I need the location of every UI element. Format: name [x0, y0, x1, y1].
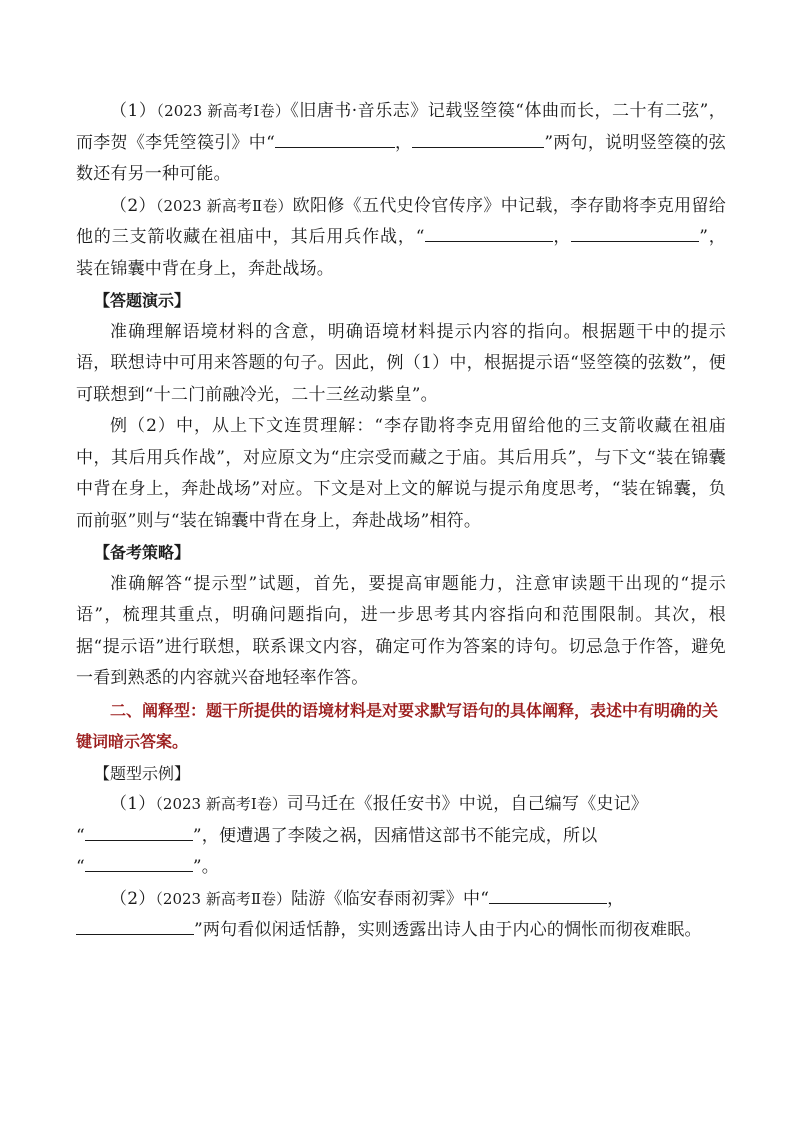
item-text-a: 陆游《临安春雨初霁》中“ — [291, 888, 490, 909]
item-number: （2） — [110, 888, 156, 909]
strategy-heading: 【备考策略】 — [94, 543, 191, 562]
item-text-a: 欧阳修《五代史伶官传序》中记载，李存勖将李克用留给他的三支箭收藏在祖庙中，其后用兵作战，“ — [76, 195, 727, 247]
item-text-b: ”两句，说明竖箜篌的弦数还有另一种可能。 — [76, 132, 727, 184]
item-text-c: ”。 — [192, 857, 219, 877]
answer-blank[interactable] — [85, 823, 193, 841]
example-2-item-2 — [76, 884, 726, 947]
demo-paragraph-1: 准确理解语境材料的含意，明确语境材料提示内容的指向。根据题干中的提示语，联想诗中可用来答题的句子。因此，例（1）中，根据提示语“竖箜篌的弦数”，便可联想到“十二门前融冷光，二十三丝动紫皇”。 — [76, 321, 726, 405]
document-page — [76, 96, 726, 947]
quote-open: “ — [76, 857, 85, 877]
example-2-heading: 【题型示例】 — [94, 763, 191, 783]
item-text-a: 司马迁在《报任安书》中说，自己编写《史记》 — [286, 794, 648, 814]
answer-blank[interactable] — [489, 886, 607, 904]
answer-blank[interactable] — [76, 917, 194, 935]
demo-paragraph-2: 例（2）中，从上下文连贯理解：“李存勖将李克用留给他的三支箭收藏在祖庙中，其后用兵作战”，对应原文为“庄宗受而藏之于庙。其后用兵”，与下文“装在锦囊中背在身上，奔赴战场”对应。下文是对上文的解说与提示角度思考，“装在锦囊，负而前驱”则与“装在锦囊中背在身上，奔赴战场”相符。 — [76, 416, 726, 531]
example-1-item-2 — [76, 191, 726, 286]
separator: ， — [552, 227, 572, 247]
answer-blank[interactable] — [425, 224, 553, 242]
quote-open: “ — [76, 825, 85, 846]
example-1-item-1 — [76, 96, 726, 191]
item-text-b: ”两句看似闲适恬静，实则透露出诗人由于内心的惆怅而彻夜难眠。 — [194, 920, 702, 940]
item-number: （2） — [110, 195, 156, 216]
answer-blank[interactable] — [571, 224, 699, 242]
item-number: （1） — [110, 101, 157, 121]
source-label: （2023 新高考Ⅱ卷） — [155, 196, 293, 215]
answer-blank[interactable] — [85, 854, 193, 872]
separator: ， — [394, 132, 413, 153]
source-label: （2023 新高考Ⅰ卷） — [155, 795, 287, 813]
example-2-item-1 — [76, 789, 726, 884]
answer-blank[interactable] — [412, 130, 544, 148]
source-label: （2023 新高考Ⅱ卷） — [155, 889, 292, 908]
item-text-b: ”，便遭遇了李陵之祸，因痛惜这部书不能完成，所以 — [192, 825, 598, 846]
strategy-paragraph: 准确解答“提示型”试题，首先，要提高审题能力，注意审读题干出现的“提示语”，梳理其重点，明确问题指向，进一步思考其内容指向和范围限制。其次，根据“提示语”进行联想，联系课文内容，确定可作为答案的诗句。切忌急于作答，避免一看到熟悉的内容就兴奋地轻率作答。 — [76, 573, 726, 688]
item-text-a: 《旧唐书·音乐志》记载竖箜篌“体曲而长，二十有二弦”，而李贺《李凭箜篌引》中“ — [76, 101, 726, 153]
separator: ， — [607, 888, 625, 909]
source-label: （2023 新高考Ⅰ卷） — [156, 102, 291, 120]
item-number: （1） — [110, 794, 156, 814]
answer-blank[interactable] — [275, 130, 395, 148]
item-text-b: ”，装在锦囊中背在身上，奔赴战场。 — [76, 227, 727, 279]
section-2-title: 二、阐释型：题干所提供的语境材料是对要求默写语句的具体阐释，表述中有明确的关键词暗示答案。 — [76, 700, 719, 751]
demo-heading: 【答题演示】 — [94, 291, 191, 310]
